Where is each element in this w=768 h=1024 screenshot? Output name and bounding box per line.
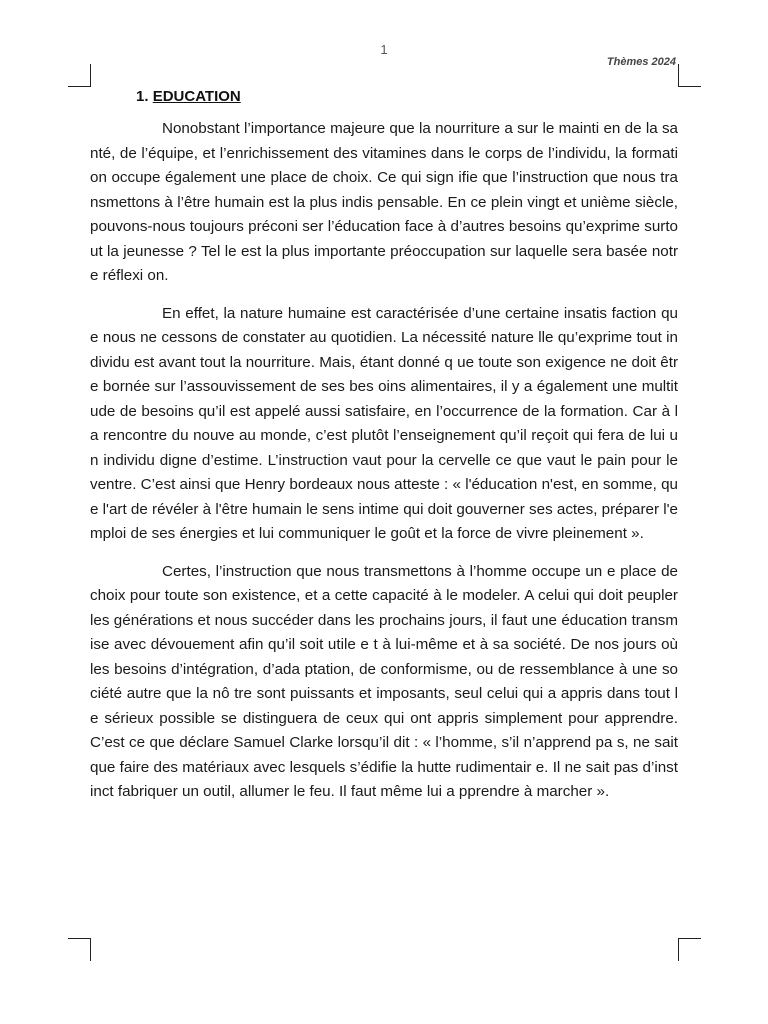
crop-mark-bottom-left (68, 938, 91, 961)
crop-mark-top-right (678, 64, 701, 87)
paragraph-3: Certes, l’instruction que nous transmettons à l’homme occupe un e place de choix pour toute son existence, et a cette capacité à le modeler. A celui qui doit peupler les générations et nous succéder dans les prochains jours, il faut une éducation transmise avec dévouement afin qu’il soit utile e t à lui-même et à sa société. De nos jours où les besoins d’intégration, d’ada ptation, de conformisme, ou de ressemblance à une société autre que la nô tre sont puissants et imposants, seul celui qui a appris dans tout le sérieux possible se distinguera de ceux qui ont appris simplement pour apprendre. C’est ce que déclare Samuel Clarke lorsqu’il dit : « l’homme, s’il n’apprend pa s, ne sait que faire des matériaux avec lesquels s’édifie la hutte rudimentair e. Il ne sait pas d’instinct fabriquer un outil, allumer le feu. Il faut même lui a pprendre à marcher ». (90, 562, 678, 800)
document-body (90, 88, 678, 818)
paragraph-1: Nonobstant l’importance majeure que la nourriture a sur le mainti en de la santé, de l’équipe, et l’enrichissement des vitamines dans le corps de l’individu, la formation occupe également une place de choix. Ce qui sign ifie que l’instruction que nous transmettons à l’être humain est la plus indis pensable. En ce plein vingt et unième siècle, pouvons-nous toujours préconi ser l’éducation face à d’autres besoins qu’exprime surtout la jeunesse ? Tel le est la plus importante préoccupation sur laquelle sera basée notre réflexi on. (90, 120, 678, 284)
page-number: 1 (380, 42, 388, 57)
crop-mark-top-left (68, 64, 91, 87)
section-number: 1. (136, 88, 149, 105)
section-heading (136, 88, 678, 105)
crop-mark-bottom-right (678, 938, 701, 961)
paragraph-2: En effet, la nature humaine est caractérisée d’une certaine insatis faction que nous ne cessons de constater au quotidien. La nécessité nature lle qu’exprime tout individu est avant tout la nourriture. Mais, étant donné q ue toute son exigence ne doit être bornée sur l’assouvissement de ses bes oins alimentaires, il y a également une multitude de besoins qu’il est appelé aussi satisfaire, en l’occurrence de la formation. Car à la rencontre du nouve au monde, c’est plutôt l’enseignement qu’il reçoit qui fera de lui un individu digne d’estime. L’instruction vaut pour la cervelle ce que vaut le pain pour le ventre. C’est ainsi que Henry bordeaux nous atteste : « l'éducation n'est, en somme, que l'art de révéler à l'être humain le sens intime qui doit gouverner ses actes, préparer l'emploi de ses énergies et lui communiquer le goût et la force de vivre pleinement ». (90, 304, 678, 542)
header-note: Thèmes 2024 (606, 56, 676, 68)
section-title: EDUCATION (152, 88, 241, 105)
